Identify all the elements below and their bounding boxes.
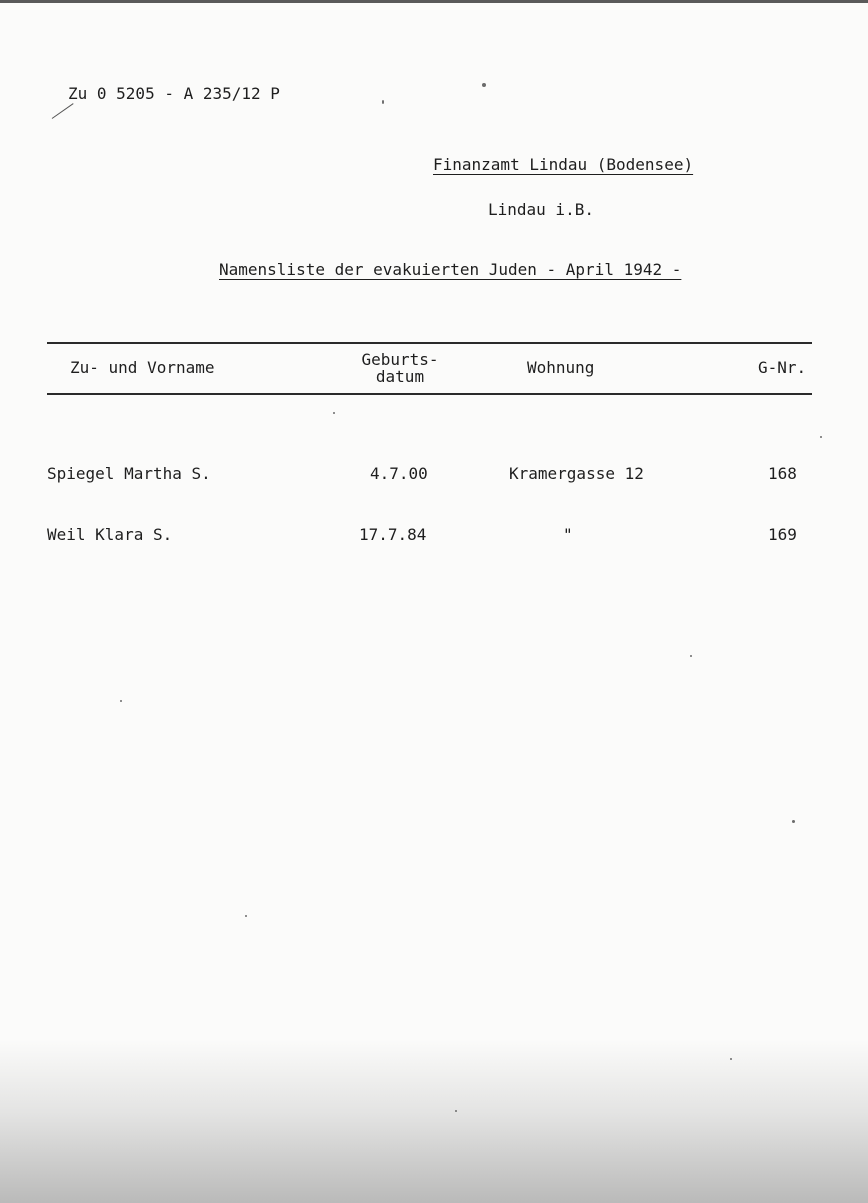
reference-number: Zu 0 5205 - A 235/12 P [68, 84, 280, 103]
scan-speck [455, 1110, 457, 1112]
row-2-name: Weil Klara S. [47, 525, 173, 544]
top-edge-shadow [0, 0, 868, 3]
row-1-number: 168 [768, 464, 797, 483]
header-name: Zu- und Vorname [70, 358, 215, 377]
row-2-birth: 17.7.84 [359, 525, 427, 544]
scan-speck [333, 412, 335, 414]
scan-speck [382, 100, 384, 104]
table-header-rule [47, 393, 812, 395]
row-1-birth: 4.7.00 [370, 464, 428, 483]
row-1-address: Kramergasse 12 [509, 464, 644, 483]
scan-shadow [0, 1040, 868, 1203]
document-title: Namensliste der evakuierten Juden - April 1942 - [219, 260, 682, 279]
scan-speck [820, 436, 822, 438]
scan-speck [792, 820, 795, 823]
scan-speck [245, 915, 247, 917]
office-name: Finanzamt Lindau (Bodensee) [433, 155, 694, 174]
place-name: Lindau i.B. [488, 200, 594, 219]
pen-mark [52, 103, 74, 119]
row-1-name: Spiegel Martha S. [47, 464, 211, 483]
row-2-address: " [563, 525, 573, 544]
header-number: G-Nr. [758, 358, 807, 377]
header-address: Wohnung [527, 358, 595, 377]
scan-speck [120, 700, 122, 702]
scan-speck [690, 655, 692, 657]
table-top-rule [47, 342, 812, 344]
row-2-number: 169 [768, 525, 797, 544]
scan-speck [482, 83, 486, 87]
scan-speck [730, 1058, 732, 1060]
header-birth-line2: datum [375, 367, 425, 386]
header-birth-line1: Geburts- [361, 350, 439, 369]
